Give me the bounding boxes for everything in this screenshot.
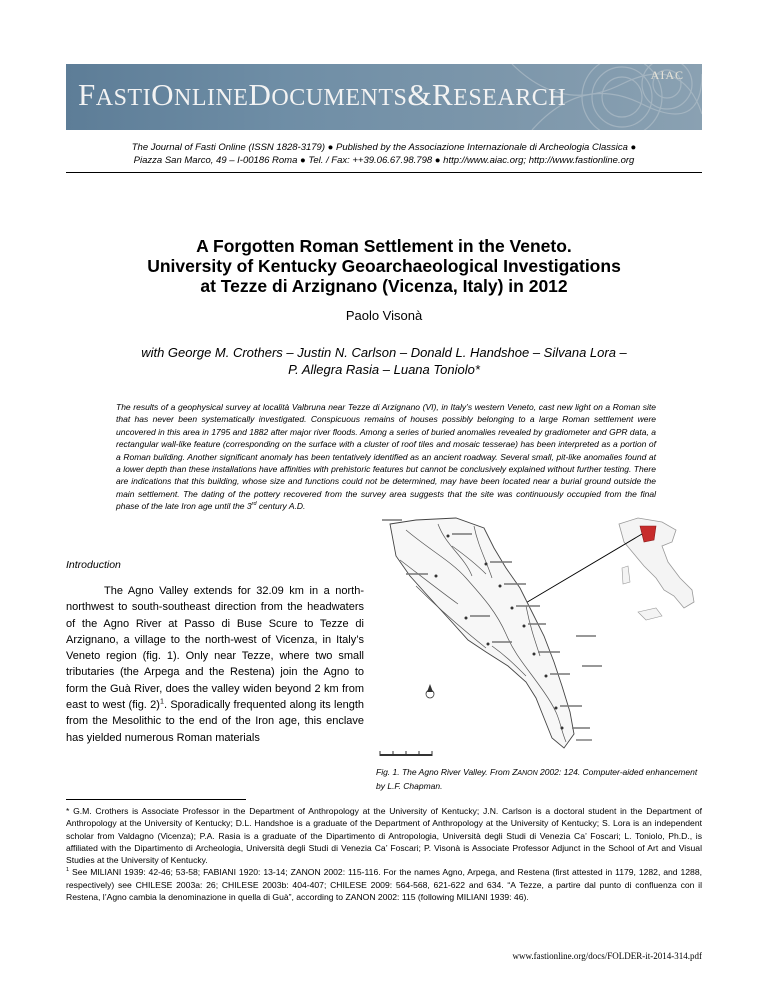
- aiac-logo-text: AIAC: [650, 68, 684, 82]
- banner-title: FASTIONLINEDOCUMENTS&RESEARCH: [78, 77, 567, 112]
- journal-banner: [66, 64, 702, 130]
- article-title: A Forgotten Roman Settlement in the Veneto. University of Kentucky Geoarchaeological Investigations at Tezze di Arzignano (Vicenza, Italy) in 2012: [147, 236, 621, 296]
- footnote-1: $^1$ See MILIANI 1939: 42-46; 53-58; FABIANI 1920: 13-14; ZANON 2002: 115-116. For the names Agno, Arpega, and Restena (first attested in 1179, 1282, and 1288, respectively) see CHILESE 2003a: 26; CHILESE 2003b: 404-407; CHILESE 2009: 564-568, 621-622 and 634. “A Tezze, a partire dal punto di confluenza con il Restena, l’Agno cambia la denominazione in quella di Guà”, according to ZANON 2002: 115 (following MILIANI 1939: 46).: [66, 867, 702, 903]
- introduction-paragraph: The Agno Valley extends for 32.09 km in a north-northwest to south-southeast direction from the headwaters of the Agno River at Passo di Buse Scure to Tezze di Arzignano, a village to the north-west of Vicenza, in Italy’s Veneto region (fig. 1). Only near Tezze, where two small tributaries (the Arpega and the Restena) join the Agno to form the Guà River, does the valley widen beyond 2 km from east to west (fig. 2)$^1$. Sporadically frequented along its length from the Mesolithic to the end of the Iron age, this enclave has yielded numerous Roman materials: [66, 585, 364, 744]
- coauthors: with George M. Crothers – Justin N. Carlson – Donald L. Handshoe – Silvana Lora – P. Allegra Rasia – Luana Toniolo*: [141, 345, 627, 377]
- section-heading-introduction: Introduction: [66, 559, 121, 571]
- italy-inset-map: [619, 518, 694, 620]
- abstract: The results of a geophysical survey at località Valbruna near Tezze di Arzignano (VI), in Italy’s western Veneto, cast new light on a Roman site that has never been systematically investigated. Conspicuous remains of houses possibly belonging to a large Roman settlement were uncovered in this area in 1795 and 1882 after major river floods. Among a series of buried anomalies revealed by gradiometer and GPR data, a rectangular wall-like feature (corresponding on the surface with a cluster of roof tiles and mosaic tesserae) has been interpreted as a portion of a Roman building. Another significant anomaly has been tentatively identified as an ancient roadway. Several small, pit-like anomalies found at a lower depth than these installations have affinities with prehistoric features but cannot be conclusively explained without further testing. There are indications that this building, whose size and functions could not be determined, may have been located near a burial ground outside the main settlement. The dating of the pottery recovered from the survey area suggests that the site was continuously occupied from the final phase of the late Iron age until the 3rd century A.D.: [116, 402, 656, 512]
- scale-bar: [380, 751, 432, 756]
- footnotes: [66, 805, 702, 903]
- footnote-rule: [66, 799, 246, 800]
- footer-url: www.fastionline.org/docs/FOLDER-it-2014-314.pdf: [512, 951, 702, 961]
- footnote-affiliations: * G.M. Crothers is Associate Professor in the Department of Anthropology at the University of Kentucky; J.N. Carlson is a doctoral student in the Department of Anthropology at the University of Kentucky; D.L. Handshoe is a graduate of the Department of Anthropology at the University of Kentucky; S. Lora is an independent scholar from Valdagno (Vicenza); P.A. Rasia is a graduate of the Dipartimento di Antropologia, Università degli Studi di Venezia Ca’ Foscari; L. Toniolo, Ph.D., is affiliated with the Dipartimento di Archeologia, Università degli Studi di Venezia Ca’ Foscari; P. Visonà is Associate Professor Adjunct in the School of Art and Visual Studies at the University of Kentucky.: [66, 806, 702, 866]
- header-rule: [66, 172, 702, 173]
- author: Paolo Visonà: [345, 308, 423, 323]
- figure-caption: Fig. 1. The Agno River Valley. From ZANON 2002: 124. Computer-aided enhancement by L.F. Chapman.: [376, 767, 698, 791]
- north-arrow-icon: [426, 684, 434, 698]
- journal-info: The Journal of Fasti Online (ISSN 1828-3179) ● Published by the Associazione Internazionale di Archeologia Classica ● Piazza San Marco, 49 – I-00186 Roma ● Tel. / Fax: ++39.06.67.98.798 ● http://www.aiac.org; http://www.fastionline.org: [131, 142, 637, 166]
- agno-valley-map: [376, 516, 702, 760]
